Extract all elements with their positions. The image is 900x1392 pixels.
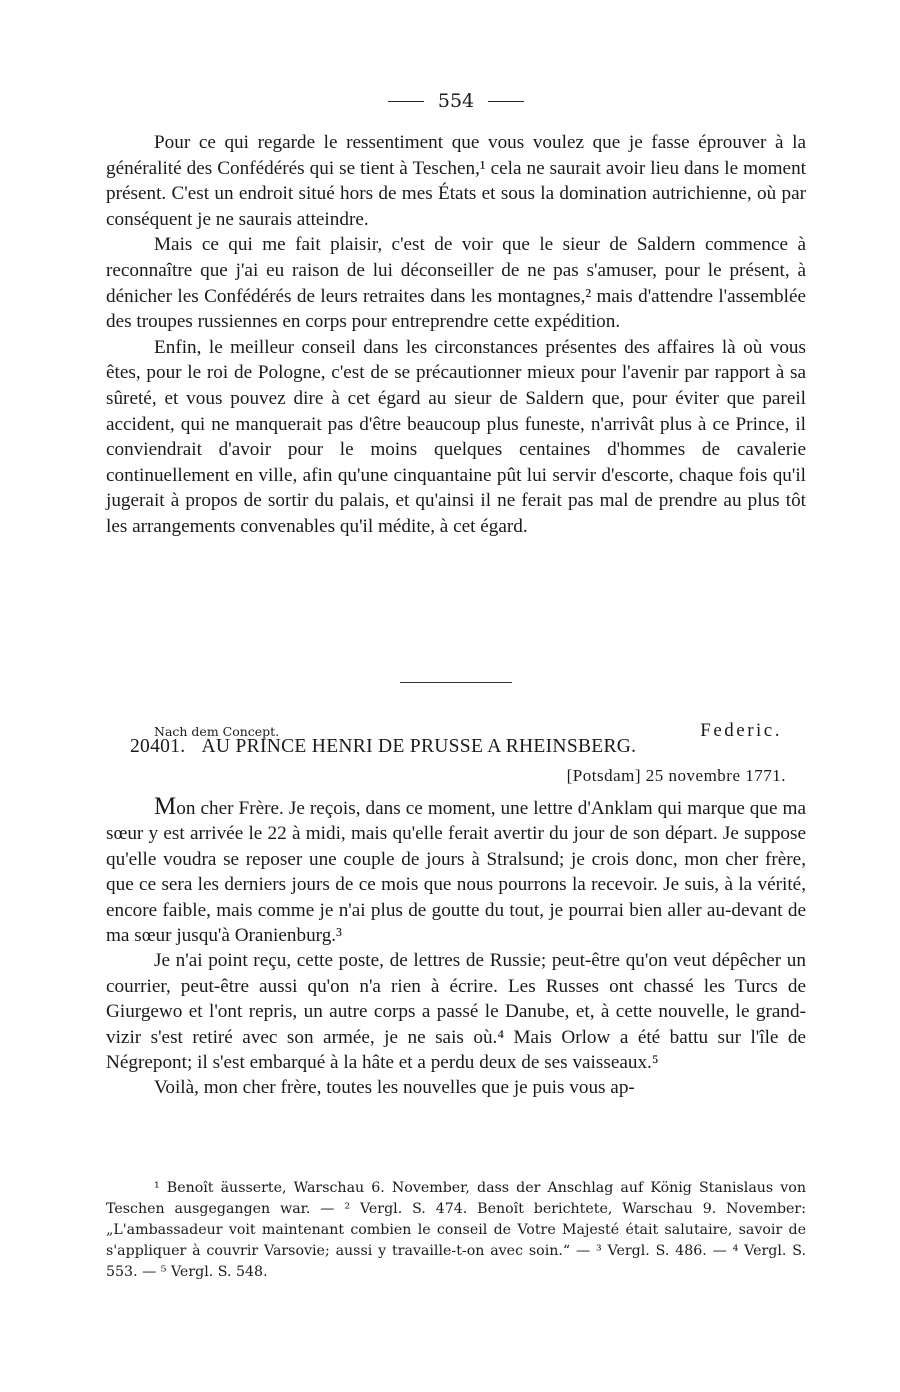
letter-heading [130,736,806,758]
paragraph: Je n'ai point reçu, cette poste, de lettres de Russie; peut-être qu'on veut dépêcher un courrier, peut-être aussi qu'on n'a rien à écrire. Les Russes ont chassé les Turcs de Giurgewo et l'ont repris, un autre corps a passé le Danube, et, à cette nouvelle, le grand-vizir s'est retiré avec son armée, je ne sais où.⁴ Mais Orlow a été battu sur l'île de Négrepont; il s'est embarqué à la hâte et a perdu deux de ses vaisseaux.⁵ [106,950,806,1074]
letter-number: 20401. [130,736,186,757]
body-text-letter [106,794,806,1101]
source-note: Nach dem Concept. [154,724,280,739]
paragraph [106,794,806,948]
footnote-text: ¹ Benoît äusserte, Warschau 6. November, dass der Anschlag auf König Stanislaus von Teschen ausgegangen war. — ² Vergl. S. 474. Benoît berichtete, Warschau 9. November: „L'ambassadeur voit maintenant combien le conseil de Votre Majesté était salutaire, savoir de s'appliquer à couvrir Varsovie; aussi y travaille-t-on avec soin.“ — ³ Vergl. S. 486. — ⁴ Vergl. S. 553. — ⁵ Vergl. S. 548. [106,1180,806,1280]
page-number: 554 [437,90,475,112]
paragraph: Pour ce qui regarde le ressentiment que vous voulez que je fasse éprouver à la généralité des Confédérés qui se tient à Teschen,¹ cela ne saurait avoir lieu dans le moment présent. C'est un endroit situé hors de mes États et sous la domination autrichienne, où par conséquent je ne saurais atteindre. [106,132,806,230]
header-dash-right [488,101,524,102]
body-text-top [106,130,806,540]
paragraph: Enfin, le meilleur conseil dans les circonstances présentes des affaires là où vous êtes, pour le roi de Pologne, c'est de se précautionner mieux pour l'avenir par rapport à sa sûreté, et vous pouvez dire à cet égard au sieur de Saldern que, pour éviter que pareil accident, qui ne manquerait pas d'être beaucoup plus funeste, n'arrivât plus à ce Prince, il conviendrait d'avoir pour le moins quelques centaines d'hommes de cavalerie continuellement en ville, afin qu'une cinquantaine pût lui servir d'escorte, chaque fois qu'il jugerait à propos de sortir du palais, et qu'ainsi il ne ferait pas mal de prendre au plus tôt les arrangements convenables qu'il médite, à cet égard. [106,336,806,537]
page-header [106,84,806,118]
letter-title: AU PRINCE HENRI DE PRUSSE A RHEINSBERG. [201,736,637,757]
dateline: [Potsdam] 25 novembre 1771. [566,766,786,785]
section-divider [400,682,512,683]
header-dash-left [388,101,424,102]
paragraph-text: on cher Frère. Je reçois, dans ce moment, une lettre d'Anklam qui marque que ma sœur y est arrivée le 22 à midi, mais qu'elle ferait avertir du jour de son départ. Je suppose qu'elle voudra se reposer une couple de jours à Stralsund; je crois donc, mon cher frère, que ce sera les derniers jours de ce mois que nous pourrons la recevoir. Je suis, à la vérité, encore faible, mais comme je n'ai plus de goutte du tout, je pourrai bien aller au-devant de ma sœur jusqu'à Oranienburg.³ [106,798,806,947]
footnotes [106,1178,806,1283]
initial-letter: M [154,793,177,820]
paragraph: Voilà, mon cher frère, toutes les nouvelles que je puis vous ap- [154,1077,635,1099]
paragraph: Mais ce qui me fait plaisir, c'est de voir que le sieur de Saldern commence à reconnaître que j'ai eu raison de lui déconseiller de ne pas s'amuser, pour le présent, à dénicher les Confédérés de leurs retraites dans les montagnes,² mais d'attendre l'assemblée des troupes russiennes en corps pour entreprendre cette expédition. [106,234,806,333]
signature: Federic. [700,720,782,741]
